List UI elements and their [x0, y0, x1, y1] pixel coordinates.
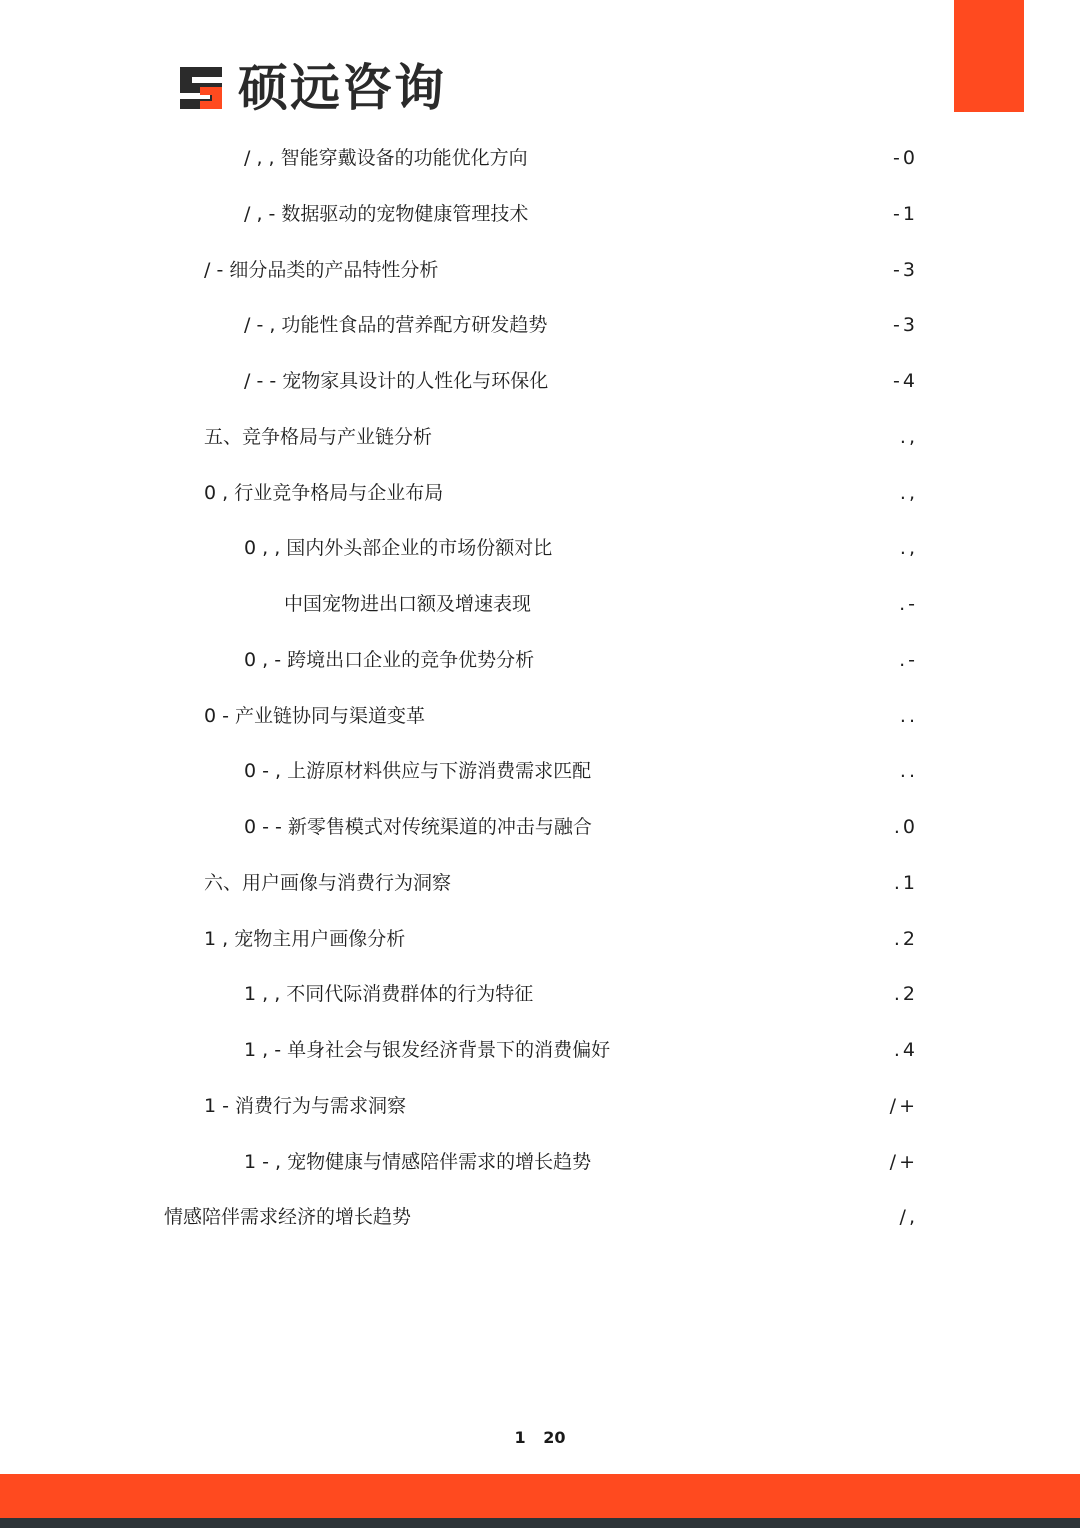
table-of-contents	[0, 130, 1080, 1245]
page-total: 20	[543, 1428, 566, 1447]
toc-entry[interactable]	[0, 186, 1080, 242]
toc-entry[interactable]	[0, 465, 1080, 521]
toc-entry-title: 1 , - 单身社会与银发经济背景下的消费偏好	[244, 1039, 611, 1061]
toc-entry-title: / - 细分品类的产品特性分析	[204, 258, 439, 281]
footer-strip	[0, 1518, 1080, 1528]
toc-entry-title: 0 , , 国内外头部企业的市场份额对比	[244, 537, 553, 560]
toc-entry-title: / - , 功能性食品的营养配方研发趋势	[244, 314, 548, 337]
toc-entry-page: .2	[893, 983, 918, 1006]
toc-entry-title: 0 - - 新零售模式对传统渠道的冲击与融合	[244, 816, 592, 838]
toc-entry[interactable]	[0, 1078, 1080, 1134]
toc-entry-title: 1 - , 宠物健康与情感陪伴需求的增长趋势	[244, 1150, 592, 1173]
toc-entry-title: 0 , - 跨境出口企业的竞争优势分析	[244, 648, 535, 671]
toc-entry[interactable]	[0, 242, 1080, 298]
toc-entry[interactable]	[0, 409, 1080, 465]
toc-entry[interactable]	[0, 911, 1080, 967]
toc-entry-page: ..	[899, 704, 918, 727]
toc-entry[interactable]	[0, 297, 1080, 353]
toc-entry[interactable]	[0, 353, 1080, 409]
toc-entry-page: /,	[899, 1206, 918, 1229]
toc-entry-page: .-	[899, 648, 918, 671]
toc-entry-title: 0 - 产业链协同与渠道变革	[204, 704, 426, 727]
toc-entry-page: .0	[893, 816, 918, 838]
toc-entry-title: / - - 宠物家具设计的人性化与环保化	[244, 370, 549, 392]
toc-entry-page: -4	[893, 370, 918, 392]
toc-entry[interactable]	[0, 1022, 1080, 1078]
toc-entry-page: -1	[893, 202, 918, 225]
toc-entry-title: 情感陪伴需求经济的增长趋势	[164, 1206, 412, 1229]
s-square-logo-icon	[176, 63, 226, 113]
toc-entry-page: .1	[893, 871, 918, 894]
toc-entry-page: .2	[893, 927, 918, 950]
top-accent-block	[954, 0, 1024, 112]
toc-entry-page: /+	[889, 1150, 918, 1173]
page-number	[0, 1428, 1080, 1447]
toc-entry-page: /+	[889, 1094, 918, 1117]
brand-logo	[176, 60, 446, 116]
toc-entry-title: 1 , 宠物主用户画像分析	[204, 927, 406, 950]
toc-entry-page: -3	[893, 314, 918, 337]
toc-entry-page: .-	[899, 593, 918, 615]
toc-entry[interactable]	[0, 632, 1080, 688]
toc-entry-title: 1 , , 不同代际消费群体的行为特征	[244, 983, 534, 1006]
toc-entry[interactable]	[0, 130, 1080, 186]
toc-entry[interactable]	[0, 1189, 1080, 1245]
toc-entry-title: 六、用户画像与消费行为洞察	[204, 871, 452, 894]
toc-entry[interactable]	[0, 688, 1080, 744]
toc-entry[interactable]	[0, 743, 1080, 799]
toc-entry[interactable]	[0, 799, 1080, 855]
footer-bar	[0, 1474, 1080, 1518]
toc-entry-page: .,	[899, 481, 918, 504]
toc-entry-page: .,	[899, 537, 918, 560]
toc-entry-title: 0 - , 上游原材料供应与下游消费需求匹配	[244, 760, 592, 783]
toc-entry-page: ..	[899, 760, 918, 783]
brand-name: 硕远咨询	[238, 59, 446, 117]
toc-entry[interactable]	[0, 966, 1080, 1022]
toc-entry[interactable]	[0, 855, 1080, 911]
toc-entry-title: / , - 数据驱动的宠物健康管理技术	[244, 202, 529, 225]
toc-entry-title: 中国宠物进出口额及增速表现	[284, 593, 532, 615]
toc-entry-title: 五、竞争格局与产业链分析	[204, 425, 433, 448]
toc-entry-page: -3	[893, 258, 918, 281]
toc-entry[interactable]	[0, 576, 1080, 632]
toc-entry-page: -0	[893, 147, 918, 169]
toc-entry[interactable]	[0, 520, 1080, 576]
toc-entry-title: 0 , 行业竞争格局与企业布局	[204, 481, 444, 504]
toc-entry-title: 1 - 消费行为与需求洞察	[204, 1094, 407, 1117]
toc-entry-page: .,	[899, 425, 918, 448]
toc-entry-title: / , , 智能穿戴设备的功能优化方向	[244, 147, 528, 169]
toc-entry[interactable]	[0, 1134, 1080, 1190]
toc-entry-page: .4	[893, 1039, 918, 1061]
page-current: 1	[514, 1428, 526, 1447]
